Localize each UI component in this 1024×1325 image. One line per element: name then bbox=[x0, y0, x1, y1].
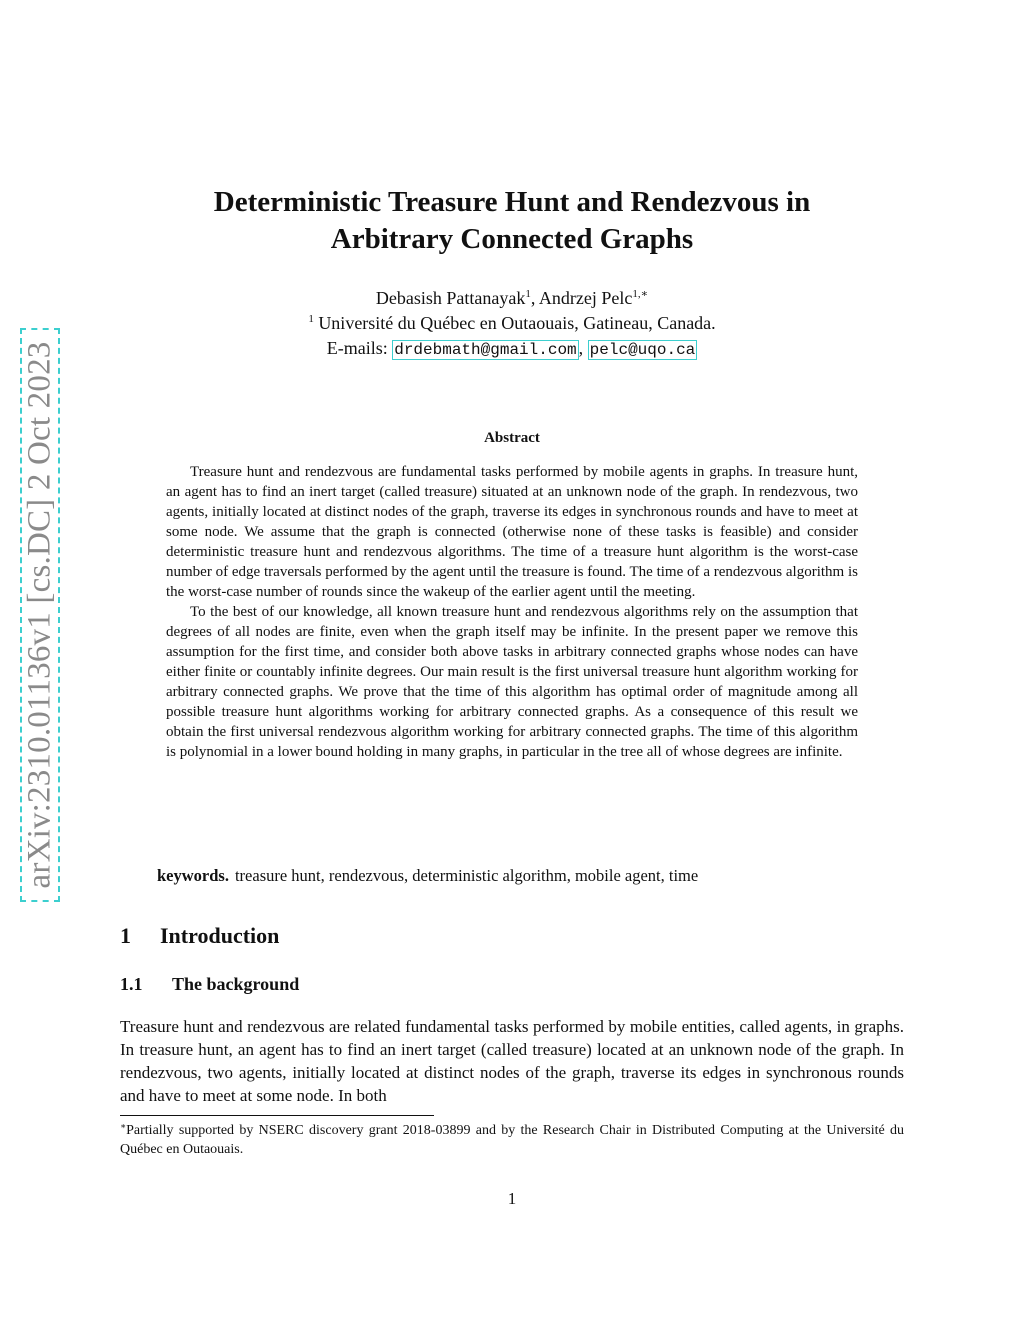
keywords-label: keywords. bbox=[157, 866, 229, 885]
abstract-heading: Abstract bbox=[484, 430, 540, 446]
keywords-text: treasure hunt, rendezvous, deterministic algorithm, mobile agent, time bbox=[234, 866, 699, 885]
email-link-1[interactable]: drdebmath@gmail.com bbox=[394, 341, 577, 359]
subsection-number: 1.1 bbox=[120, 974, 143, 994]
keywords-line bbox=[157, 865, 698, 887]
abstract-paragraph: Treasure hunt and rendezvous are fundamental tasks performed by mobile agents in graphs. In treasure hunt, an agent has to find an inert target (called treasure) situated at an unknown node of the graph. In rendezvous, two agents, initially located at distinct nodes of the graph, traverse its edges in synchronous rounds and have to meet at some node. We assume that the graph is connected (otherwise none of these tasks is feasible) and consider deterministic treasure hunt and rendezvous algorithms. The time of a treasure hunt algorithm is the worst-case number of edge traversals performed by the agent until the treasure is found. The time of a rendezvous algorithm is the worst-case number of rounds since the wakeup of the earlier agent until the meeting. bbox=[166, 464, 858, 600]
affiliation-marker: 1,∗ bbox=[632, 288, 649, 300]
arxiv-stamp[interactable]: arXiv:2310.01136v1 [cs.DC] 2 Oct 2023 bbox=[21, 341, 58, 889]
title-line-2: Arbitrary Connected Graphs bbox=[330, 223, 694, 255]
subsection-heading bbox=[120, 974, 299, 995]
affiliation-line bbox=[112, 311, 912, 336]
emails-label: E-mails: bbox=[326, 338, 393, 358]
subsection-title: The background bbox=[172, 974, 300, 994]
email-separator: , bbox=[578, 338, 588, 358]
title-line-1: Deterministic Treasure Hunt and Rendezvous in bbox=[213, 186, 811, 218]
email-link-2[interactable]: pelc@uqo.ca bbox=[589, 341, 696, 359]
affiliation-marker: 1 bbox=[525, 288, 531, 300]
affiliation: Université du Québec en Outaouais, Gatineau, Canada. bbox=[313, 313, 716, 333]
author-separator: , bbox=[530, 288, 539, 308]
intro-paragraph: Treasure hunt and rendezvous are related fundamental tasks performed by mobile entities, called agents, in graphs. In treasure hunt, an agent has to find an inert target (called treasure) located at an unknown node of the graph. In rendezvous, two agents, initially located at distinct nodes of the graph, traverse its edges in synchronous rounds and have to meet at some node. In both bbox=[120, 1017, 904, 1105]
section-number: 1 bbox=[120, 923, 131, 948]
section-heading bbox=[120, 923, 279, 949]
footnote-text: Partially supported by NSERC discovery grant 2018-03899 and by the Research Chair in Distributed Computing at the Université du Québec en Outaouais. bbox=[120, 1123, 904, 1157]
author-line bbox=[112, 286, 912, 311]
author-name: Andrzej Pelc bbox=[538, 288, 633, 308]
paper-title bbox=[112, 184, 912, 258]
footnote bbox=[120, 1121, 904, 1159]
email-line bbox=[112, 336, 912, 363]
author-name: Debasish Pattanayak bbox=[375, 288, 526, 308]
abstract-body bbox=[166, 462, 858, 762]
affiliation-marker: 1 bbox=[308, 313, 314, 325]
abstract-paragraph: To the best of our knowledge, all known treasure hunt and rendezvous algorithms rely on the assumption that degrees of all nodes are finite, even when the graph itself may be infinite. In the present paper we remove this assumption for the first time, and consider both above tasks in arbitrary connected graphs whose nodes can have either finite or countably infinite degrees. Our main result is the first universal treasure hunt algorithm working for arbitrary connected graphs. We prove that the time of this algorithm has optimal order of magnitude among all possible treasure hunt algorithms working for arbitrary connected graphs. As a consequence of this result we obtain the first universal rendezvous algorithm working for arbitrary connected graphs. The time of this algorithm is polynomial in a lower bound holding in many graphs, in particular in the tree all of whose degrees are infinite. bbox=[166, 604, 858, 760]
footnote-marker: ∗ bbox=[120, 1121, 127, 1131]
footnote-divider bbox=[120, 1115, 434, 1116]
page-number: 1 bbox=[507, 1189, 517, 1208]
section-title: Introduction bbox=[160, 923, 280, 948]
author-block bbox=[112, 286, 912, 363]
